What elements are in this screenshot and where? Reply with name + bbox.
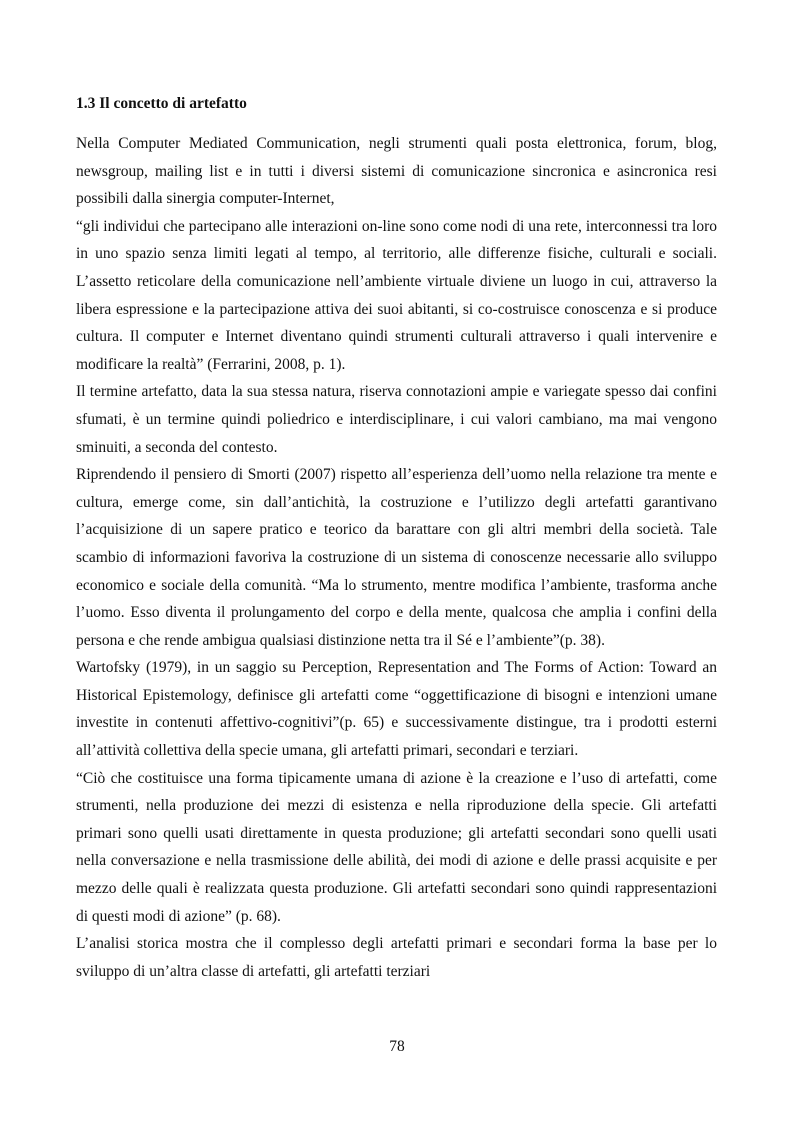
paragraph-smorti: Riprendendo il pensiero di Smorti (2007) rispetto all’esperienza dell’uomo nella relazione tra mente e cultura, emerge come, sin dall’antichità, la costruzione e l’utilizzo degli artefatti garantivano l’acquisizione di un sapere pratico e teorico da barattare con gli altri membri della società. Tale scambio di informazioni favoriva la costruzione di un sistema di conoscenze necessarie allo sviluppo economico e sociale della comunità. “Ma lo strumento, mentre modifica l’ambiente, trasforma anche l’uomo. Esso diventa il prolungamento del corpo e della mente, qualcosa che amplia i confini della persona e che rende ambigua qualsiasi distinzione netta tra il Sé e l’ambiente”(p. 38). <box>76 466 717 649</box>
page-body <box>76 90 717 985</box>
page-number: 78 <box>389 1038 405 1055</box>
paragraph-historical-analysis: L’analisi storica mostra che il complesso degli artefatti primari e secondari forma la base per lo sviluppo di un’altra classe di artefatti, gli artefatti terziari <box>76 935 717 980</box>
paragraph-wartofsky: Wartofsky (1979), in un saggio su Perception, Representation and The Forms of Action: Toward an Historical Epistemology, definisce gli artefatti come “oggettificazione di bisogni e intenzioni umane investite in contenuti affettivo-cognitivi”(p. 65) e successivamente distingue, tra i prodotti esterni all’attività collettiva della specie umana, gli artefatti primari, secondari e terziari. <box>76 659 717 760</box>
paragraph-ferrarini-quote: “gli individui che partecipano alle interazioni on-line sono come nodi di una rete, interconnessi tra loro in uno spazio senza limiti legati al tempo, al territorio, alle differenze fisiche, culturali e sociali. L’assetto reticolare della comunicazione nell’ambiente virtuale diviene un luogo in cui, attraverso la libera espressione e la partecipazione attiva dei suoi abitanti, si co-costruisce conoscenza e si produce cultura. Il computer e Internet diventano quindi strumenti culturali attraverso i quali intervenire e modificare la realtà” (Ferrarini, 2008, p. 1). <box>76 217 717 373</box>
paragraph-wartofsky-quote: “Ciò che costituisce una forma tipicamente umana di azione è la creazione e l’uso di artefatti, come strumenti, nella produzione dei mezzi di esistenza e nella riproduzione della specie. Gli artefatti primari sono quelli usati direttamente in questa produzione; gli artefatti secondari sono quelli usati nella conversazione e nella trasmissione delle abilità, dei modi di azione e delle prassi acquisite e per mezzo delle quali è realizzata questa produzione. Gli artefatti secondari sono quindi rappresentazioni di questi modi di azione” (p. 68). <box>76 769 717 925</box>
paragraph-artefatto-term: Il termine artefatto, data la sua stessa natura, riserva connotazioni ampie e variegate spesso dai confini sfumati, è un termine quindi poliedrico e interdisciplinare, i cui valori cambiano, ma mai vengono sminuiti, a seconda del contesto. <box>76 383 717 456</box>
section-heading: 1.3 Il concetto di artefatto <box>76 95 247 112</box>
paragraph-cmc-intro: Nella Computer Mediated Communication, negli strumenti quali posta elettronica, forum, blog, newsgroup, mailing list e in tutti i diversi sistemi di comunicazione sincronica e asincronica resi possibili dalla sinergia computer-Internet, <box>76 135 717 208</box>
